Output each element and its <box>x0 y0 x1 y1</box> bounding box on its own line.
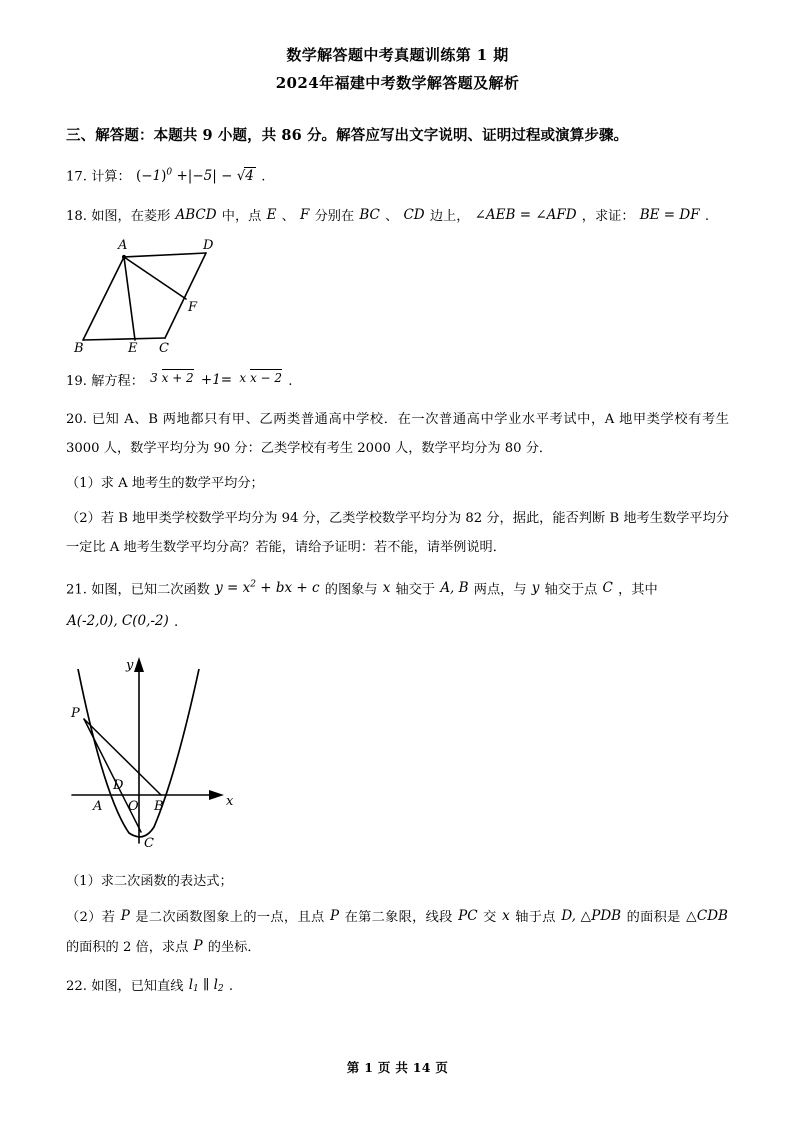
vertex-A-dot <box>122 254 126 258</box>
label-y-axis: y <box>126 658 134 673</box>
label-D: D <box>113 778 124 793</box>
question-21-m4: y <box>531 580 540 596</box>
fraction-2-denominator: x − 2 <box>249 371 283 386</box>
label-O: O <box>128 799 139 814</box>
question-20-body: 已知 A、B 两地都只有甲、乙两类普通高中学校．在一次普通高中学业水平考试中，A 地甲类学校有考生 3000 人，数学平均分为 90 分：乙类学校有考生 2000 人，数学平均分为 80 分． <box>66 411 729 456</box>
question-22 <box>66 971 729 1004</box>
question-21-tail: . <box>174 615 179 630</box>
question-21-text-f: ，其中 <box>618 582 658 597</box>
parabola-diagram <box>66 647 256 857</box>
q21-p2-g: 的面积的 2 倍，求点 <box>66 940 189 955</box>
question-18-m6: ∠AEB = ∠AFD <box>474 206 577 223</box>
question-21-m3: A, B <box>440 580 469 596</box>
question-18-text-b: 中，点 <box>221 208 262 224</box>
x-axis-arrow <box>209 790 224 800</box>
question-22-text-a: 如图，已知直线 <box>91 979 184 994</box>
q21-p2-h: 的坐标． <box>207 940 261 955</box>
q21-p2-a: （2）若 <box>66 910 116 925</box>
rhombus-diagram <box>66 235 286 353</box>
segment-PC <box>84 719 141 832</box>
question-18-m5: CD <box>403 206 425 223</box>
q21-p2-e: 轴于点 <box>515 910 556 925</box>
segment-AF <box>124 257 186 299</box>
label-C: C <box>159 340 169 353</box>
question-19-tail: . <box>288 373 293 389</box>
document-title-line2: 2024年福建中考数学解答题及解析 <box>275 74 520 92</box>
label-P: P <box>71 706 80 721</box>
question-21-m2: x <box>382 580 391 596</box>
question-21-text-a: 如图，已知二次函数 <box>91 582 210 597</box>
label-F: F <box>188 299 198 315</box>
label-C: C <box>144 836 154 851</box>
question-18-text-g: ，求证： <box>581 208 635 224</box>
segment-BC <box>83 338 165 340</box>
q21-p2-m3: PC <box>458 908 478 924</box>
q21-p2-f: 的面积是 <box>626 910 681 925</box>
question-18-number: 18. <box>66 208 87 224</box>
q21-p2-m1: P <box>120 908 130 924</box>
question-22-m1: $l_1$ ∥ $l_2$ <box>188 977 224 994</box>
question-18-m2: E <box>266 206 277 223</box>
question-18-m1: ABCD <box>175 206 217 223</box>
question-21 <box>66 571 729 605</box>
segment-DC <box>165 253 206 338</box>
label-B: B <box>154 799 164 814</box>
fraction-2-numerator: x <box>239 371 247 386</box>
q21-p2-m7: P <box>193 938 203 954</box>
question-20 <box>66 405 729 463</box>
question-22-tail: . <box>228 979 234 994</box>
question-18-m4: BC <box>359 206 380 223</box>
q21-p2-c: 在第二象限，线段 <box>344 910 453 925</box>
question-18-text-e: 、 <box>385 208 399 224</box>
question-18-m3: F <box>300 206 310 223</box>
q21-p2-m2: P <box>329 908 340 924</box>
question-21-m5: C <box>602 580 613 596</box>
segment-AE <box>124 257 135 340</box>
label-E: E <box>128 340 138 353</box>
q21-p2-m6: △CDB <box>686 908 728 924</box>
question-18-tail: . <box>704 208 710 224</box>
label-D: D <box>203 237 214 253</box>
segment-AB <box>83 257 124 340</box>
label-A: A <box>118 237 128 253</box>
question-18-text-f: 边上， <box>429 208 470 224</box>
question-21-part-1: （1）求二次函数的表达式； <box>66 874 233 889</box>
question-17-tail: . <box>261 169 266 185</box>
question-20-part-2: （2）若 B 地甲类学校数学平均分为 94 分，乙类学校数学平均分为 82 分，据此，能否判断 B 地考生数学平均分一定比 A 地考生数学平均分高？若能，请给予证明：若不能，请举例说明． <box>66 510 729 555</box>
figure-rhombus <box>66 235 729 357</box>
label-B: B <box>74 340 84 353</box>
question-21-text-b: 的图象与 <box>324 582 378 597</box>
question-19-lead: 解方程： <box>91 373 144 389</box>
question-19-fraction-2 <box>239 372 282 385</box>
question-21-number: 21. <box>66 582 87 597</box>
question-21-text-d: 两点，与 <box>473 582 527 597</box>
question-21-text-e: 轴交于点 <box>544 582 598 597</box>
document-title-line1: 数学解答题中考真题训练第 1 期 <box>286 46 509 64</box>
question-17-expression: $(-1)^0 +|-5| - √4$ <box>135 167 254 184</box>
question-18-m7: BE = DF <box>639 206 700 223</box>
question-20-number: 20. <box>66 411 87 427</box>
question-21-coordinates-line <box>66 607 729 637</box>
question-18-text-d: 分别在 <box>314 208 355 224</box>
fraction-1-numerator: 3 <box>150 371 158 386</box>
question-21-text-c: 轴交于 <box>395 582 436 597</box>
question-21-part-2 <box>66 902 729 962</box>
question-18 <box>66 201 729 231</box>
question-17-number: 17. <box>66 169 87 185</box>
label-x-axis: x <box>226 794 234 809</box>
fraction-1-denominator: x + 2 <box>161 371 194 386</box>
segment-AD <box>124 253 206 257</box>
question-21-function: $y = x^2$ + bx + c <box>215 579 320 596</box>
page-footer: 第 1 页 共 14 页 <box>346 1060 449 1075</box>
question-19-mid: +1= <box>200 371 233 388</box>
question-19-fraction-1 <box>150 372 194 385</box>
question-22-number: 22. <box>66 979 87 994</box>
label-A: A <box>93 799 103 814</box>
title-block <box>66 0 729 97</box>
q21-p2-m4: x <box>502 908 510 924</box>
question-17 <box>66 158 729 192</box>
question-20-part-1: （1）求 A 地考生的数学平均分； <box>66 475 264 491</box>
figure-parabola <box>66 647 729 861</box>
question-18-text-a: 如图，在菱形 <box>91 208 171 224</box>
q21-p2-b: 是二次函数图象上的一点，且点 <box>135 910 325 925</box>
question-19 <box>66 366 729 396</box>
question-19-number: 19. <box>66 373 87 389</box>
question-21-coordinates: A(-2,0), C(0,-2) <box>67 613 169 629</box>
y-axis-arrow <box>134 657 144 672</box>
question-17-lead: 计算： <box>91 169 131 185</box>
question-18-text-c: 、 <box>281 208 295 224</box>
page-content <box>66 0 729 1004</box>
q21-p2-d: 交 <box>483 910 497 925</box>
section-heading: 三、解答题：本题共 9 小题，共 86 分。解答应写出文字说明、证明过程或演算步骤。 <box>66 127 629 144</box>
q21-p2-m5: D, △PDB <box>561 908 622 924</box>
